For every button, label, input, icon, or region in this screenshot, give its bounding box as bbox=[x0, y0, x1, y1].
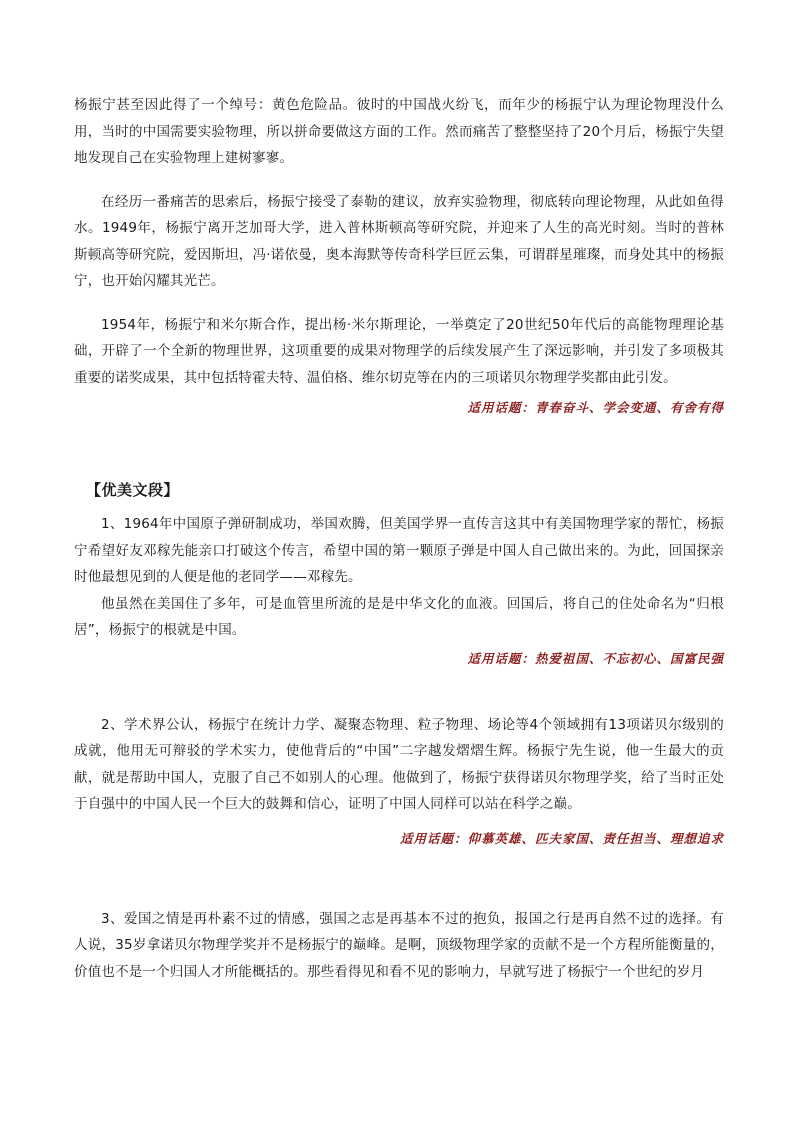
excerpt-1-paragraph-2: 他虽然在美国住了多年，可是血管里所流的是是中华文化的血液。回国后，将自己的住处命名为“归根居”，杨振宁的根就是中国。 bbox=[74, 595, 724, 638]
excerpt-2-paragraph-1: 2、学术界公认，杨振宁在统计力学、凝聚态物理、粒子物理、场论等4个领域拥有13项诺贝尔级别的成就，他用无可辩驳的学术实力，使他背后的“中国”二字越发熠熠生辉。杨振宁先生说，他一生最大的贡献，就是帮助中国人，克服了自己不如别人的心理。他做到了，杨振宁获得诺贝尔物理学奖，给了当时正处于自强中的中国人民一个巨大的鼓舞和信心，证明了中国人同样可以站在科学之巅。 bbox=[74, 716, 724, 812]
document-body bbox=[74, 92, 724, 985]
intro-paragraph-1: 杨振宁甚至因此得了一个绰号：黄色危险品。彼时的中国战火纷飞，而年少的杨振宁认为理论物理没什么用，当时的中国需要实验物理，所以拼命要做这方面的工作。然而痛苦了整整坚持了20个月后，杨振宁失望地发现自己在实验物理上建树寥寥。 bbox=[74, 97, 724, 166]
excerpt-2-topic-tag: 适用话题：仰慕英雄、匹夫家国、责任担当、理想追求 bbox=[399, 830, 724, 846]
excerpt-1-topic-tag: 适用话题：热爱祖国、不忘初心、国富民强 bbox=[467, 650, 724, 666]
intro-paragraph-2: 在经历一番痛苦的思索后，杨振宁接受了泰勒的建议，放弃实验物理，彻底转向理论物理，从此如鱼得水。1949年，杨振宁离开芝加哥大学，进入普林斯顿高等研究院，并迎来了人生的高光时刻。当时的普林斯顿高等研究院，爱因斯坦，冯·诺依曼，奥本海默等传奇科学巨匠云集，可谓群星璀璨，而身处其中的杨振宁，也开始闪耀其光芒。 bbox=[74, 193, 724, 289]
excerpt-1-paragraph-1: 1、1964年中国原子弹研制成功，举国欢腾，但美国学界一直传言这其中有美国物理学家的帮忙，杨振宁希望好友邓稼先能亲口打破这个传言，希望中国的第一颗原子弹是中国人自己做出来的。为此，回国探亲时他最想见到的人便是他的老同学——邓稼先。 bbox=[74, 516, 724, 585]
intro-paragraph-3: 1954年，杨振宁和米尔斯合作，提出杨·米尔斯理论，一举奠定了20世纪50年代后的高能物理理论基础，开辟了一个全新的物理世界，这项重要的成果对物理学的后续发展产生了深远影响，并引发了多项极其重要的诺奖成果，其中包括特霍夫特、温伯格、维尔切克等在内的三项诺贝尔物理学奖都由此引发。 bbox=[74, 316, 724, 386]
section-title: 【优美文段】 bbox=[86, 481, 180, 499]
excerpt-3-paragraph-1: 3、爱国之情是再朴素不过的情感，强国之志是再基本不过的抱负，报国之行是再自然不过的选择。有人说，35岁拿诺贝尔物理学奖并不是杨振宁的巅峰。是啊，顶级物理学家的贡献不是一个方程所能衡量的，价值也不是一个归国人才所能概括的。那些看得见和看不见的影响力，早就写进了杨振宁一个世纪的岁月 bbox=[74, 910, 724, 980]
intro-topic-tag: 适用话题：青春奋斗、学会变通、有舍有得 bbox=[467, 400, 724, 415]
